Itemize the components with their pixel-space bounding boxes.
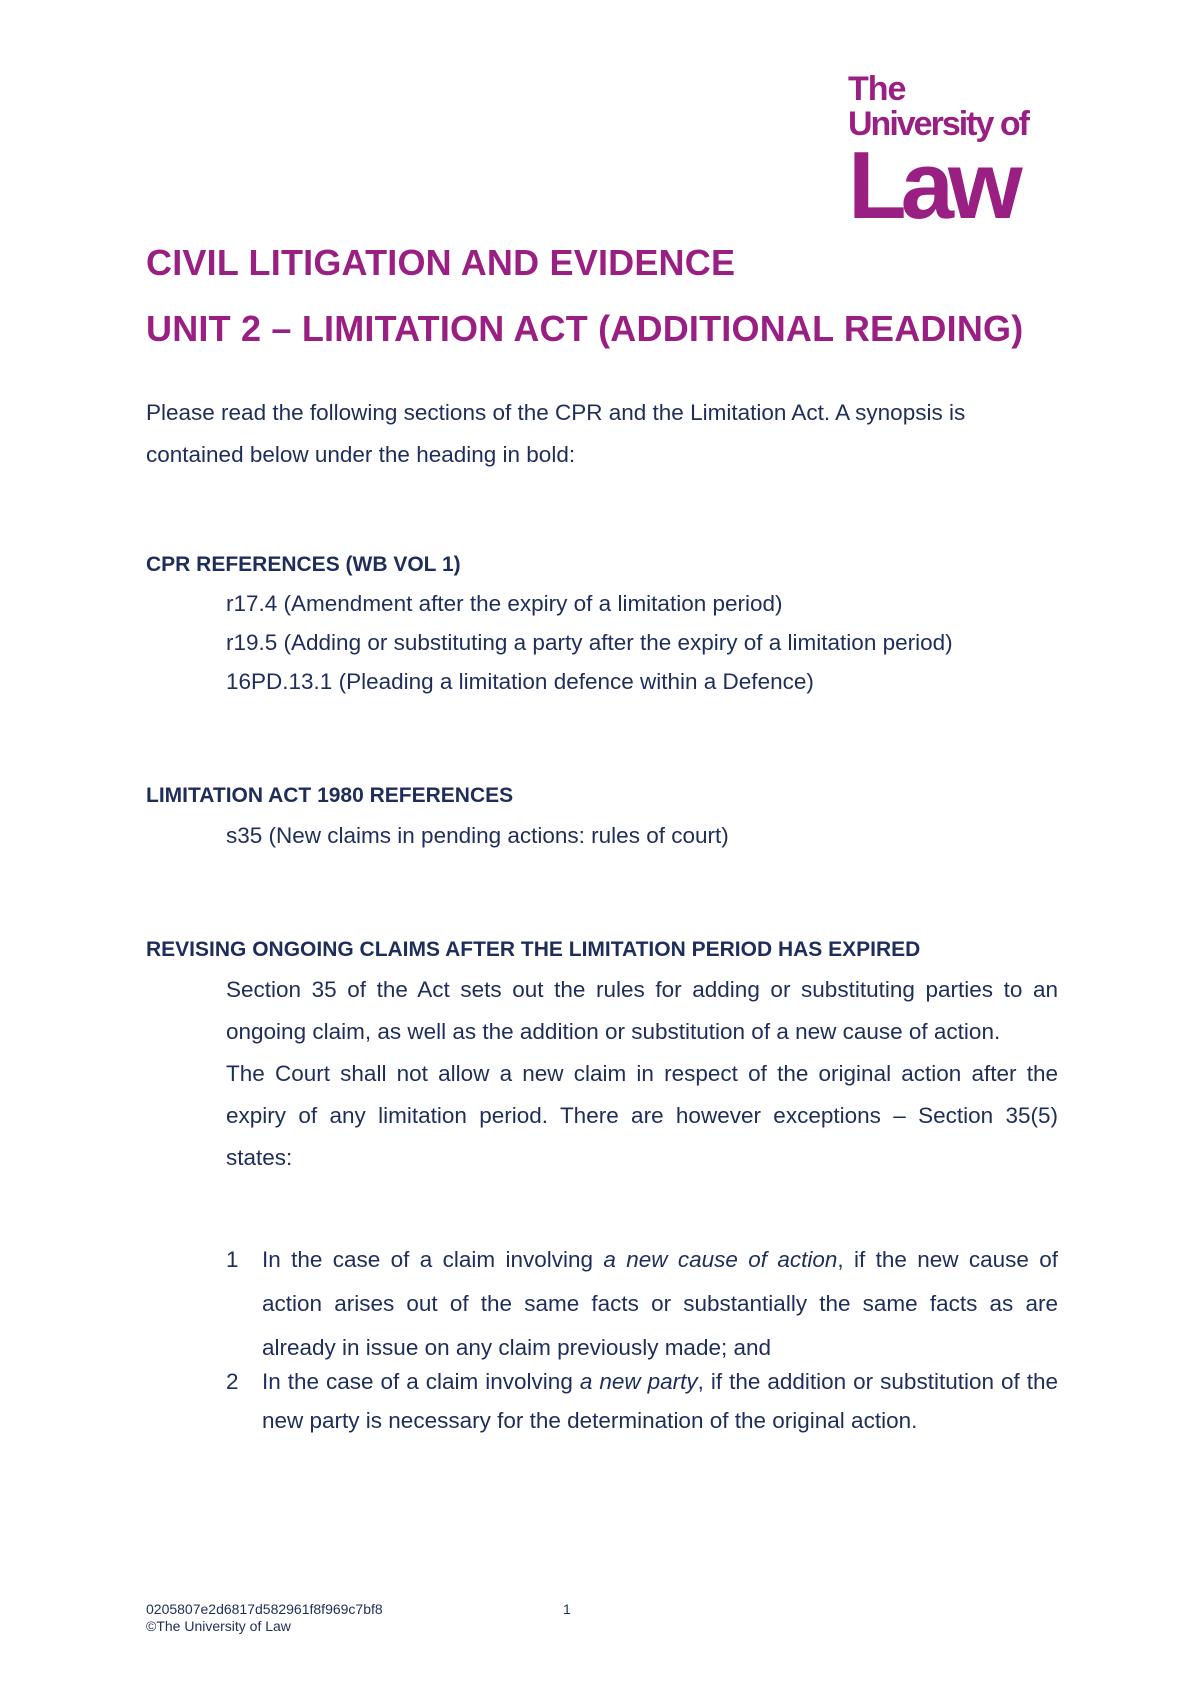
revising-claims-heading: REVISING ONGOING CLAIMS AFTER THE LIMITATION PERIOD HAS EXPIRED bbox=[146, 938, 921, 961]
list-item-text bbox=[262, 1362, 1058, 1440]
list-item-emphasis: a new cause of action bbox=[603, 1247, 838, 1272]
list-item-text-end: , if the new cause of action arises out of the same facts or substantially the same facts as are already in issue on any claim previously made; and bbox=[262, 1247, 1058, 1360]
page-footer bbox=[146, 1601, 383, 1635]
logo-line-1: The bbox=[848, 70, 906, 108]
court-rule-paragraph: The Court shall not allow a new claim in respect of the original action after the expiry of any limitation period. There are however exceptions – Section 35(5) states: bbox=[226, 1061, 1058, 1170]
logo-line-2: University of bbox=[848, 105, 1028, 143]
list-item-number: 2 bbox=[226, 1369, 239, 1394]
document-id: 0205807e2d6817d582961f8f969c7bf8 bbox=[146, 1601, 383, 1617]
list-item-number: 1 bbox=[226, 1247, 239, 1272]
logo-line-3: Law bbox=[848, 132, 1017, 239]
list-item-text-start: In the case of a claim involving bbox=[262, 1247, 604, 1272]
limitation-act-heading: LIMITATION ACT 1980 REFERENCES bbox=[146, 784, 514, 807]
intro-paragraph: Please read the following sections of the CPR and the Limitation Act. A synopsis is contained below under the heading in bold: bbox=[146, 400, 966, 467]
cpr-reference-item: r17.4 (Amendment after the expiry of a limitation period) bbox=[226, 591, 783, 616]
list-item-text-end: , if the addition or substitution of the new party is necessary for the determination of the original action. bbox=[262, 1369, 1059, 1433]
limitation-reference-item: s35 (New claims in pending actions: rules of court) bbox=[226, 823, 729, 848]
page-number: 1 bbox=[563, 1601, 571, 1617]
footer-copyright: ©The University of Law bbox=[146, 1618, 291, 1634]
revising-claims-body bbox=[226, 969, 1058, 1179]
list-item-text-start: In the case of a claim involving bbox=[262, 1369, 580, 1394]
document-subtitle: UNIT 2 – LIMITATION ACT (ADDITIONAL READING) bbox=[146, 308, 1024, 349]
list-item-emphasis: a new party bbox=[579, 1369, 698, 1394]
cpr-references-heading: CPR REFERENCES (WB VOL 1) bbox=[146, 553, 461, 576]
university-of-law-logo bbox=[848, 70, 1028, 239]
section-35-paragraph: Section 35 of the Act sets out the rules for adding or substituting parties to an ongoing claim, as well as the addition or substitution of a new cause of action. bbox=[226, 977, 1058, 1044]
list-item-text bbox=[262, 1238, 1058, 1370]
cpr-reference-item: r19.5 (Adding or substituting a party after the expiry of a limitation period) bbox=[226, 630, 953, 655]
cpr-reference-item: 16PD.13.1 (Pleading a limitation defence within a Defence) bbox=[226, 669, 814, 694]
document-title: CIVIL LITIGATION AND EVIDENCE bbox=[146, 242, 736, 283]
